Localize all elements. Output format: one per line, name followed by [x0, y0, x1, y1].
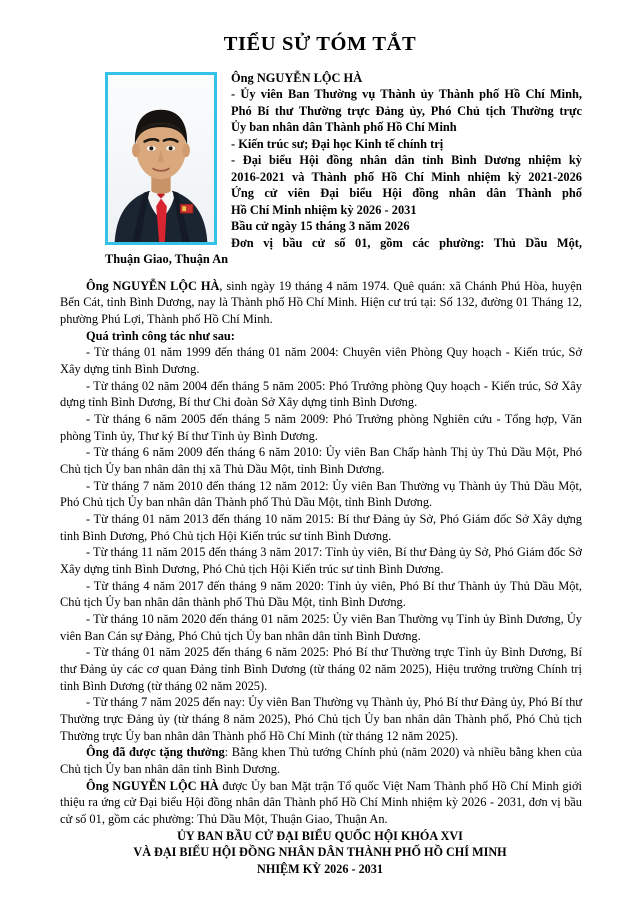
- header-line-1: - Ủy viên Ban Thường vụ Thành ủy Thành phố Hồ Chí Minh,: [231, 87, 582, 102]
- candidate-header-block: [105, 70, 582, 268]
- candidate-photo: [105, 72, 217, 245]
- nomination-paragraph: [60, 778, 582, 828]
- awards-text: : Bằng khen Thủ tướng Chính phủ (năm 2020) và nhiều bằng khen của Chủ tịch Ủy ban nhân dân tỉnh Bình Dương.: [60, 745, 583, 777]
- footer-line-2: VÀ ĐẠI BIỂU HỘI ĐỒNG NHÂN DÂN THÀNH PHỐ HỒ CHÍ MINH: [133, 845, 507, 860]
- career-item: - Từ tháng 01 năm 2013 đến tháng 10 năm 2015: Bí thư Đảng ủy Sở, Phó Giám đốc Sở Xây dựng tỉnh Bình Dương, Phó Chủ tịch Hội Kiến trúc sư tỉnh Bình Dương.: [60, 511, 582, 543]
- career-item: - Từ tháng 01 năm 1999 đến tháng 01 năm 2004: Chuyên viên Phòng Quy hoạch - Kiến trúc, Sở Xây dựng tỉnh Bình Dương.: [60, 345, 582, 376]
- footer-line-3: NHIỆM KỲ 2026 - 2031: [257, 861, 383, 876]
- header-line-5: - Đại biểu Hội đồng nhân dân tỉnh Bình Dương nhiệm kỳ: [231, 153, 582, 168]
- career-item: - Từ tháng 10 năm 2020 đến tháng 01 năm 2025: Ủy viên Ban Thường vụ Tỉnh ủy Bình Dương, Ủy viên Ban Cán sự Đảng, Phó Chủ tịch Ủy ban nhân dân tỉnh Bình Dương.: [60, 611, 582, 643]
- candidate-name: Ông NGUYỄN LỘC HÀ: [231, 70, 363, 85]
- career-item: - Từ tháng 7 năm 2010 đến tháng 12 năm 2012: Ủy viên Ban Thường vụ Thành ủy Thủ Dầu Một, Phó Chủ tịch Ủy ban nhân dân Thành phố Thủ Dầu Một, tỉnh Bình Dương.: [60, 478, 582, 510]
- header-line-11: Thuận Giao, Thuận An: [105, 252, 229, 267]
- portrait-illustration: [108, 75, 214, 242]
- header-line-4: - Kiến trúc sư; Đại học Kinh tế chính trị: [231, 136, 444, 151]
- career-item: - Từ tháng 7 năm 2025 đến nay: Ủy viên Ban Thường vụ Thành ủy, Phó Bí thư Đảng ủy, Phó Bí thư Thường trực Đảng ủy (từ tháng 8 năm 2025), Phó Chủ tịch Ủy ban nhân dân Thành phố, Phó Chủ tịch Thường trực Ủy ban nhân dân Thành phố Hồ Chí Minh (từ tháng 12 năm 2025).: [60, 695, 582, 743]
- spacer: [0, 268, 640, 278]
- biography-body: [60, 278, 582, 828]
- footer-line-1: ỦY BAN BẦU CỬ ĐẠI BIỂU QUỐC HỘI KHÓA XVI: [177, 828, 463, 843]
- header-line-9: Bầu cử ngày 15 tháng 3 năm 2026: [231, 219, 410, 234]
- career-heading: Quá trình công tác như sau:: [86, 328, 235, 343]
- intro-paragraph: [60, 278, 582, 328]
- document-footer: [0, 828, 640, 877]
- header-line-6: 2016-2021 và Thành phố Hồ Chí Minh nhiệm kỳ 2021-2026: [231, 169, 582, 184]
- header-line-10: Đơn vị bầu cử số 01, gồm các phường: Thủ Dầu Một,: [231, 235, 582, 250]
- career-item: - Từ tháng 4 năm 2017 đến tháng 9 năm 2020: Tỉnh ủy viên, Phó Bí thư Thành ủy Thủ Dầu Một, Chủ tịch Ủy ban nhân dân thành phố Thủ Dầu Một, tỉnh Bình Dương.: [60, 578, 582, 610]
- header-line-2: Phó Bí thư Thường trực Đảng ủy, Phó Chủ tịch Thường trực: [231, 103, 582, 118]
- intro-name: Ông NGUYỄN LỘC HÀ: [86, 278, 220, 293]
- career-item: - Từ tháng 6 năm 2005 đến tháng 5 năm 2009: Phó Trưởng phòng Nghiên cứu - Tổng hợp, Văn phòng Tỉnh ủy, Thư ký Bí thư Tỉnh ủy Bình Dương.: [60, 411, 582, 443]
- nomination-name: Ông NGUYỄN LỘC HÀ: [86, 778, 219, 793]
- awards-paragraph: [60, 744, 582, 777]
- career-item: - Từ tháng 02 năm 2004 đến tháng 5 năm 2005: Phó Trưởng phòng Quy hoạch - Kiến trúc, Sở Xây dựng tỉnh Bình Dương, Bí thư Chi đoàn Sở Xây dựng tỉnh Bình Dương.: [60, 378, 582, 410]
- header-line-8: Hồ Chí Minh nhiệm kỳ 2026 - 2031: [231, 202, 417, 217]
- awards-label: Ông đã được tặng thưởng: [86, 745, 225, 760]
- intro-rest: , sinh ngày 19 tháng 4 năm 1974. Quê quán: xã Chánh Phú Hòa, huyện Bến Cát, tỉnh Bình Dương, nay là Thành phố Hồ Chí Minh. Hiện cư trú tại: Số 132, đường 01 Tháng 12, phường Phú Lợi, Thành phố Hồ Chí Minh.: [60, 278, 582, 326]
- nomination-text: được Ủy ban Mặt trận Tổ quốc Việt Nam Thành phố Hồ Chí Minh giới thiệu ra ứng cử Đại biểu Hội đồng nhân dân Thành phố Hồ Chí Minh nhiệm kỳ 2026 - 2031, đơn vị bầu cử số 01, gồm các phường: Thủ Dầu Một, Thuận Giao, Thuận An.: [60, 778, 582, 827]
- page-title: TIỂU SỬ TÓM TẮT: [223, 33, 417, 55]
- career-item: - Từ tháng 01 năm 2025 đến tháng 6 năm 2025: Phó Bí thư Thường trực Tỉnh ủy Bình Dương, Bí thư Đảng ủy các cơ quan Đảng tỉnh Bình Dương (từ tháng 02 năm 2025), Hiệu trưởng trường Chính trị tỉnh Bình Dương (từ tháng 02 năm 2025).: [60, 645, 582, 693]
- header-line-7: Ứng cử viên Đại biểu Hội đồng nhân dân Thành phố: [231, 186, 582, 201]
- career-item: - Từ tháng 6 năm 2009 đến tháng 6 năm 2010: Ủy viên Ban Chấp hành Thị ủy Thủ Dầu Một, Phó Chủ tịch Ủy ban nhân dân thị xã Thủ Dầu Một, tỉnh Bình Dương.: [60, 445, 582, 476]
- header-line-3: Ủy ban nhân dân Thành phố Hồ Chí Minh: [231, 120, 457, 135]
- career-item: - Từ tháng 11 năm 2015 đến tháng 3 năm 2017: Tỉnh ủy viên, Bí thư Đảng ủy Sở, Phó Giám đốc Sở Xây dựng tỉnh Bình Dương, Phó Chủ tịch Hội Kiến trúc sư tỉnh Bình Dương.: [60, 545, 582, 576]
